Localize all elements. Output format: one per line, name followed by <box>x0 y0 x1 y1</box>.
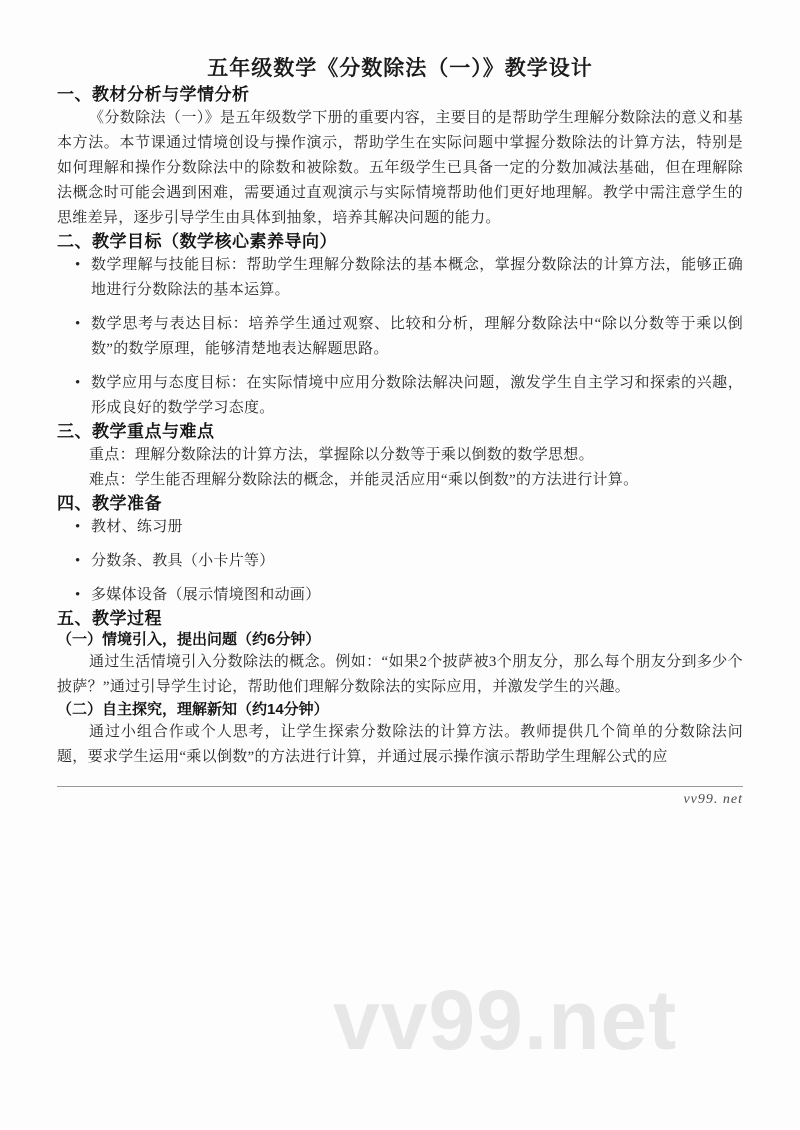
section-5-heading: 五、教学过程 <box>57 609 162 628</box>
bullet-icon: • <box>75 553 81 569</box>
bullet-icon: • <box>75 587 81 603</box>
subsection-1-paragraph: 通过生活情境引入分数除法的概念。例如：“如果2个披萨被3个朋友分，那么每个朋友分到多少个披萨？”通过引导学生讨论，帮助他们理解分数除法的实际应用，并激发学生的兴趣。 <box>57 654 743 695</box>
list-item <box>75 371 743 421</box>
list-item <box>75 312 743 362</box>
bullet-icon: • <box>75 519 81 535</box>
objective-text: 数学应用与态度目标：在实际情境中应用分数除法解决问题，激发学生自主学习和探索的兴趣，形成良好的数学学习态度。 <box>91 375 743 416</box>
bullet-icon: • <box>75 316 81 332</box>
objective-text: 数学理解与技能目标：帮助学生理解分数除法的基本概念，掌握分数除法的计算方法，能够正确地进行分数除法的基本运算。 <box>91 257 743 298</box>
list-item <box>75 549 743 574</box>
objective-text: 数学思考与表达目标：培养学生通过观察、比较和分析，理解分数除法中“除以分数等于乘以倒数”的数学原理，能够清楚地表达解题思路。 <box>91 316 743 357</box>
preparation-text: 分数条、教具（小卡片等） <box>91 553 275 569</box>
list-item <box>75 515 743 540</box>
footer-site-text: vv99. net <box>683 792 743 807</box>
difficult-point-paragraph: 难点：学生能否理解分数除法的概念，并能灵活应用“乘以倒数”的方法进行计算。 <box>89 472 639 488</box>
section-1-heading: 一、教材分析与学情分析 <box>57 85 250 104</box>
watermark-text: vv99.net <box>333 973 678 1067</box>
list-item <box>75 583 743 608</box>
subsection-2-paragraph: 通过小组合作或个人思考，让学生探索分数除法的计算方法。教师提供几个简单的分数除法问题，要求学生运用“乘以倒数”的方法进行计算，并通过展示操作演示帮助学生理解公式的应 <box>57 724 743 765</box>
bullet-icon: • <box>75 375 81 391</box>
key-point-paragraph: 重点：理解分数除法的计算方法，掌握除以分数等于乘以倒数的数学思想。 <box>89 447 594 463</box>
subsection-2-heading: （二）自主探究，理解新知（约14分钟） <box>57 701 329 718</box>
preparation-text: 教材、练习册 <box>91 519 183 535</box>
objectives-list <box>57 253 743 421</box>
section-2-heading: 二、教学目标（数学核心素养导向） <box>57 232 337 251</box>
section-1-paragraph: 《分数除法（一）》是五年级数学下册的重要内容，主要目的是帮助学生理解分数除法的意义和基本方法。本节课通过情境创设与操作演示，帮助学生在实际问题中掌握分数除法的计算方法，特别是如何理解和操作分数除法中的除数和被除数。五年级学生已具备一定的分数加减法基础，但在理解除法概念时可能会遇到困难，需要通过直观演示与实际情境帮助他们更好地理解。教学中需注意学生的思维差异，逐步引导学生由具体到抽象，培养其解决问题的能力。 <box>57 110 743 226</box>
page-footer <box>57 786 743 808</box>
section-4-heading: 四、教学准备 <box>57 494 162 513</box>
document-content <box>0 52 800 808</box>
preparation-list <box>57 515 743 608</box>
page-title: 五年级数学《分数除法（一）》教学设计 <box>207 56 593 80</box>
subsection-1-heading: （一）情境引入，提出问题（约6分钟） <box>57 631 321 648</box>
section-3-heading: 三、教学重点与难点 <box>57 422 215 441</box>
preparation-text: 多媒体设备（展示情境图和动画） <box>91 587 321 603</box>
list-item <box>75 253 743 303</box>
bullet-icon: • <box>75 257 81 273</box>
